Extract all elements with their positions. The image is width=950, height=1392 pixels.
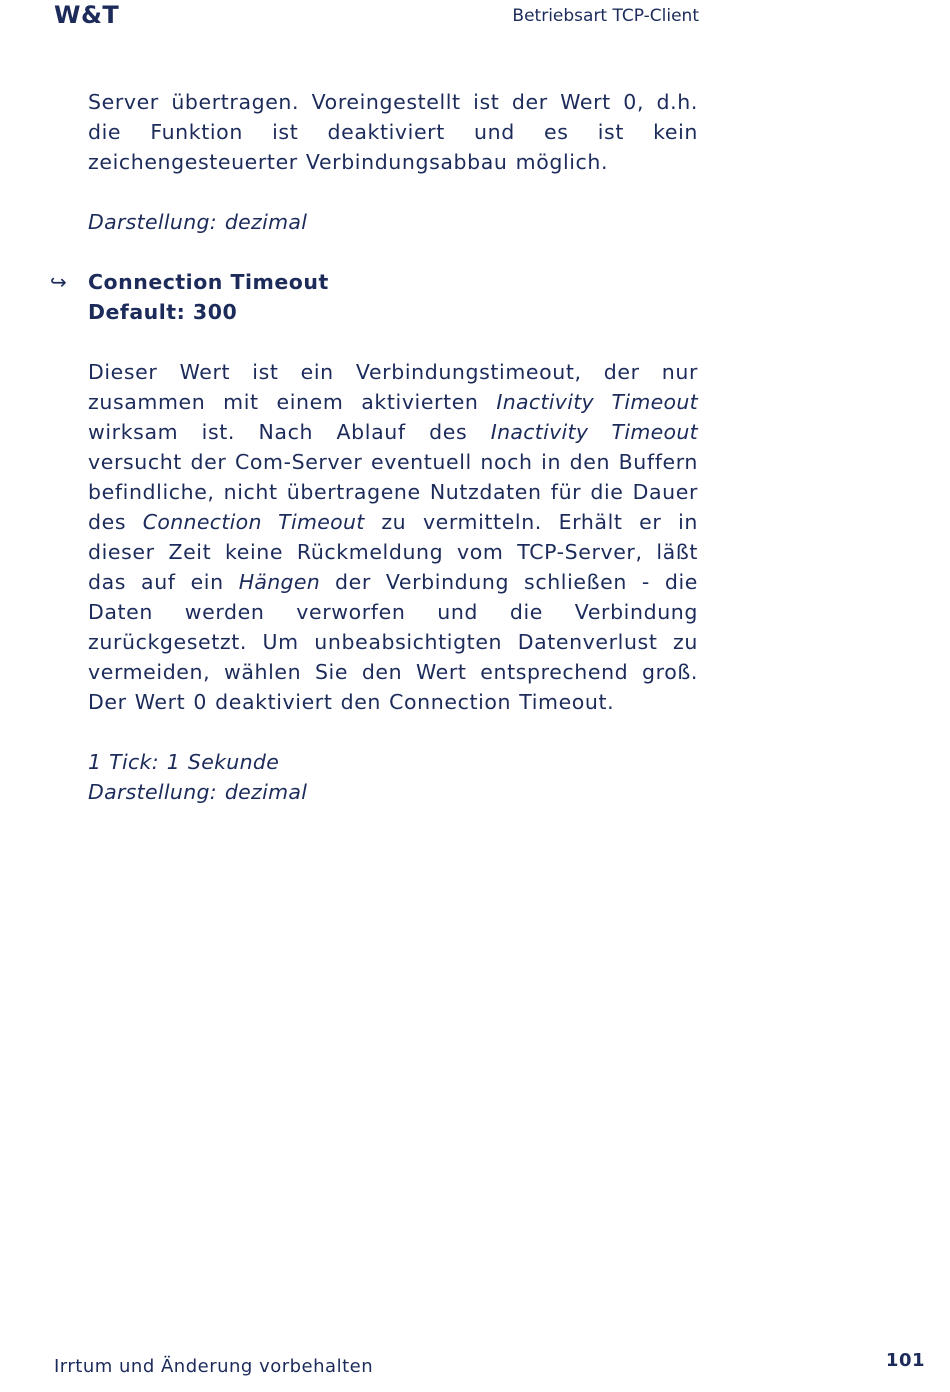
description-emphasis: Connection Timeout — [142, 510, 365, 534]
parameter-tick: 1 Tick: 1 Sekunde — [88, 750, 280, 774]
running-head: Betriebsart TCP-Client — [512, 6, 699, 26]
description-text: der Verbindung schließen - die Daten werden verworfen und die Verbindung zurückgesetzt. Um unbeabsichtigten Datenverlust zu vermeiden, wählen Sie den Wert entsprechend groß. Der Wert 0 deaktiviert den Connection Timeout. — [88, 570, 699, 714]
parameter-connection-timeout — [50, 267, 698, 327]
hook-arrow-icon: ↪ — [50, 270, 67, 294]
description-text: wirksam ist. Nach Ablauf des — [88, 420, 491, 444]
description-text: versucht der Com-Server eventuell noch in den Buffern befindliche, nicht übertragene Nutzdaten für die Dauer des — [88, 450, 698, 534]
parameter-title: Connection Timeout — [88, 270, 329, 294]
description-emphasis: Hängen — [238, 570, 321, 594]
description-emphasis: Inactivity Timeout — [490, 420, 698, 444]
page-content — [50, 87, 699, 807]
parameter-default: Default: 300 — [88, 300, 238, 324]
description-text: Dieser Wert ist ein Verbindungstimeout, der nur zusammen mit einem aktivierten — [88, 360, 698, 414]
page-number: 101 — [885, 1350, 925, 1371]
description-emphasis: Inactivity Timeout — [496, 390, 698, 414]
footer-note: Irrtum und Änderung vorbehalten — [54, 1356, 374, 1377]
intro-paragraph: Server übertragen. Voreingestellt ist der Wert 0, d.h. die Funktion ist deaktiviert und es ist kein zeichengesteuerter Verbindungsabbau möglich. — [88, 90, 698, 174]
parameter-description — [88, 357, 698, 717]
description-text: zu vermitteln. Erhält er in dieser Zeit keine Rückmeldung vom TCP-Server, läßt das auf ein — [88, 510, 698, 594]
parameter-representation: Darstellung: dezimal — [88, 780, 308, 804]
brand-logo: W&T — [54, 1, 120, 29]
intro-representation: Darstellung: dezimal — [88, 210, 308, 234]
